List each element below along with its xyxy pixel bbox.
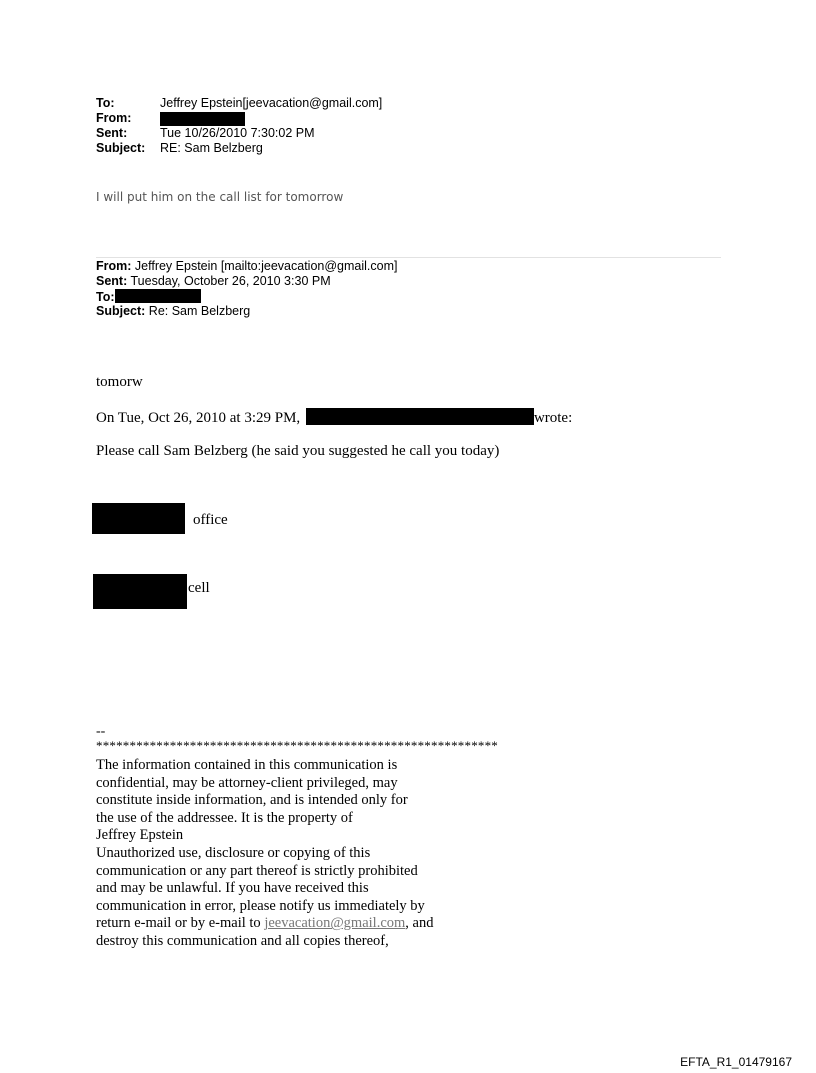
email-link[interactable]: jeevacation@gmail.com bbox=[264, 915, 406, 932]
quoted-subject-label: Subject: bbox=[96, 304, 146, 318]
redaction-to bbox=[115, 289, 201, 303]
return-prefix: return e-mail or by e-mail to bbox=[96, 915, 261, 932]
email-header bbox=[96, 96, 382, 156]
quoted-reply: tomorw bbox=[96, 374, 143, 390]
redaction-sender bbox=[306, 408, 534, 425]
divider bbox=[96, 257, 721, 258]
sent-value: Tue 10/26/2010 7:30:02 PM bbox=[160, 126, 315, 140]
office-label: office bbox=[193, 512, 228, 528]
sent-label: Sent: bbox=[96, 126, 128, 140]
quoted-from-row bbox=[96, 259, 397, 274]
return-suffix: , and bbox=[405, 915, 434, 932]
quoted-sent-label: Sent: bbox=[96, 274, 128, 288]
from-label: From: bbox=[96, 111, 132, 125]
on-wrote-line bbox=[96, 408, 572, 427]
disclaimer bbox=[96, 757, 433, 951]
redaction-from bbox=[160, 112, 245, 126]
quoted-subject-value: Re: Sam Belzberg bbox=[145, 304, 251, 318]
quoted-header bbox=[96, 259, 397, 319]
redaction-cell-number bbox=[93, 574, 187, 609]
to-row bbox=[96, 96, 382, 111]
disclaimer-line: the use of the addressee. It is the property of bbox=[96, 809, 353, 826]
document-id: EFTA_R1_01479167 bbox=[680, 1055, 792, 1069]
reply-body: I will put him on the call list for tomorrow bbox=[96, 190, 344, 204]
sent-row bbox=[96, 126, 382, 141]
disclaimer-line: The information contained in this communication is bbox=[96, 757, 398, 773]
disclaimer-line: and may be unlawful. If you have received this bbox=[96, 880, 369, 897]
quoted-from-value: Jeffrey Epstein [mailto:jeevacation@gmail.com] bbox=[131, 259, 398, 273]
disclaimer-line: destroy this communication and all copies thereof, bbox=[96, 932, 389, 949]
quoted-subject-row bbox=[96, 304, 397, 319]
subject-value: RE: Sam Belzberg bbox=[160, 141, 263, 155]
quoted-sent-row bbox=[96, 274, 397, 289]
disclaimer-line: communication or any part thereof is strictly prohibited bbox=[96, 862, 418, 879]
disclaimer-return-line bbox=[96, 915, 433, 933]
quoted-sent-value: Tuesday, October 26, 2010 3:30 PM bbox=[127, 274, 331, 288]
cell-label: cell bbox=[188, 580, 210, 596]
to-label: To: bbox=[96, 96, 115, 110]
quoted-to-row bbox=[96, 289, 397, 304]
disclaimer-line: Unauthorized use, disclosure or copying of this bbox=[96, 844, 371, 861]
signature-dashes: -- bbox=[96, 724, 106, 739]
redaction-office-number bbox=[92, 503, 185, 534]
signature-stars: ************************************************************ bbox=[96, 738, 498, 753]
quoted-from-label: From: bbox=[96, 259, 132, 273]
on-suffix: wrote: bbox=[533, 410, 573, 426]
subject-label: Subject: bbox=[96, 141, 146, 155]
request-line: Please call Sam Belzberg (he said you suggested he call you today) bbox=[96, 443, 500, 459]
on-prefix: On Tue, Oct 26, 2010 at 3:29 PM, bbox=[96, 410, 301, 426]
disclaimer-line: confidential, may be attorney-client privileged, may bbox=[96, 774, 398, 791]
to-value: Jeffrey Epstein[jeevacation@gmail.com] bbox=[160, 96, 383, 110]
disclaimer-line: Jeffrey Epstein bbox=[96, 827, 184, 844]
from-row bbox=[96, 111, 382, 126]
subject-row bbox=[96, 141, 382, 156]
quoted-to-label: To: bbox=[96, 290, 115, 304]
disclaimer-line: communication in error, please notify us immediately by bbox=[96, 897, 425, 914]
disclaimer-line: constitute inside information, and is intended only for bbox=[96, 792, 408, 809]
